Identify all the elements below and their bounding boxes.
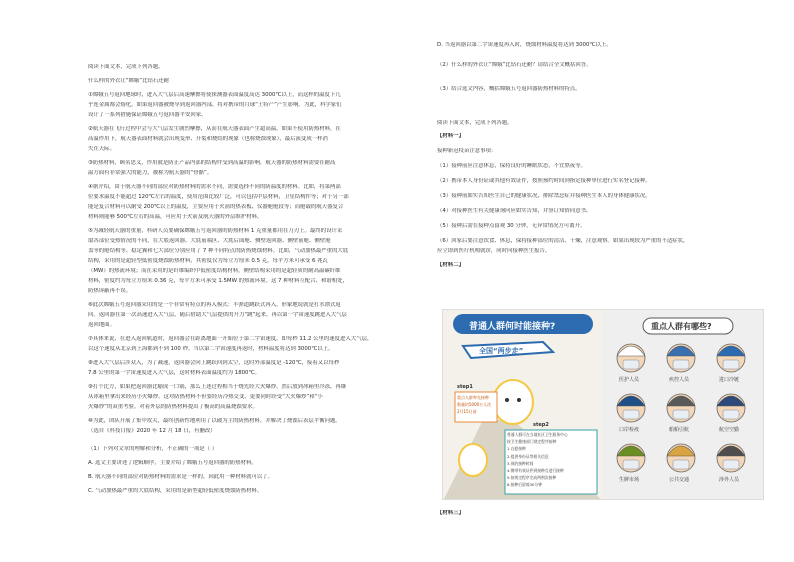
group-label: 船舶引航 xyxy=(669,427,690,433)
step-line: 3.预约接种时间 xyxy=(507,460,534,466)
step1-label: step1 xyxy=(457,384,473,390)
group-mask-icon xyxy=(623,360,639,369)
right-column-line: 阅读下面文本，完成下列各题。 xyxy=(437,120,513,126)
left-column-line: ②航天器在飞行过程中会与大气层发生剧烈摩擦，从而在航天器表面产生超高温，如果不使用防热材料，在 xyxy=(88,126,341,132)
right-column-line: 【材料三】 xyxy=(437,510,464,516)
right-column-line: （2）什么样的外衣让“嫦娥”比钻石还耐？请结合全文概括回答。 xyxy=(437,62,592,68)
left-column-line: 火爆炒”的双重考验。对着外层的防热材料提出了极高的高温烧蚀要求。 xyxy=(88,404,258,410)
group-mask-icon xyxy=(673,360,689,369)
left-column-line: 结构，采用的是超轻型低密度烧蚀防热材料，其密度仅为每立方厘米 0.5 克，每平方米可承受 6 兆瓦 xyxy=(88,258,328,264)
group-mask-icon xyxy=(623,410,639,419)
left-column-line: 位要求温度不能超过 120℃左右的温度，使用范围比较广泛，可以包括中层材料，卫星结构件等；对于另一部 xyxy=(88,194,349,200)
left-column-line: 从冰箱里拿出来经历小火爆炒。这对防热材料不但要经历冷热交变，更要同时经受“大火爆炒”和“小 xyxy=(88,394,323,400)
right-column-line: （2）携带本人身份证或其他有效证件，按照预约时间到指定接种单位进行实名登记接种。 xyxy=(437,178,651,184)
left-column-line: 乎连金属都会熔化，如果返回器被烧导到返回器内部，将对携带的月球“土特产”产生影响。为此，科学家们 xyxy=(88,102,342,108)
left-column-line: ⑦具体来说，在进入返回轨道时，返回器会在距离地面一开始位于第二宇宙速度，即每秒 11.2 公里的速度进入大气层， xyxy=(88,336,373,342)
step2-label: step2 xyxy=(533,422,549,428)
vaccination-infographic xyxy=(442,309,764,500)
left-column xyxy=(88,0,410,562)
left-column-line: ⑨打个比方，如果把返回器比喻成一口锅，那么上述过程相当于烧先经大火爆炒，然后放到冰箱里冷冻，再继 xyxy=(88,384,347,390)
step-line: 普通人群可在当地社区卫生服务中心 xyxy=(507,432,568,437)
step-line: 6.接种后留观30分钟 xyxy=(507,482,543,488)
infographic-left-title: 普通人群何时能接种? xyxy=(469,322,556,332)
left-column-line: 高温作用下，航天器表面材料就会出现变形、开裂和烧结的现象（也称烧蚀现象），最后演变成一样消 xyxy=(88,136,328,142)
left-column-line: ⑥此次嫦娥五号返回器采用的是一个非常有特点的再入模式：半弹道跳跃式再入，形象地说就是打水漂式返 xyxy=(88,302,341,308)
left-column-line: 7.8 公里的第一宇宙速度进入大气层，这时材料表面温度约为 1800℃。 xyxy=(88,370,260,376)
step-line: 2月15日前 xyxy=(457,409,477,414)
right-column-line: （5）接种后需在接种点留观 30 分钟，无异常情况方可离开。 xyxy=(437,223,586,229)
left-column-line: C. 气动加热最严重的大底结构，采用的是新型超轻低密度烧蚀防热材料。 xyxy=(88,488,263,494)
step-line: 重点人群率先接种 xyxy=(457,395,489,400)
left-column-line: ⑩为此，团队开展了集中攻关，最终创新性地利用了以破为主的防热材料，并解决了烧蚀后表层平衡问题。 xyxy=(88,418,341,424)
right-column-line: （3）接种前如实告知医生自己的健康状况，排除禁忌症并接种医生本人的身体健康状况。 xyxy=(437,193,651,199)
right-column-line: （4）对接种医生有关健康询问应如实告知，并签订知情同意书。 xyxy=(437,208,592,214)
left-column-line: 防热屏蔽再不误。 xyxy=(88,288,132,294)
group-mask-icon xyxy=(673,460,689,469)
left-column-line: B. 航天器不同的部位对防热材料的需求是一样的，因此用一种材料就可以了。 xyxy=(88,474,274,480)
group-label: 涉外人员 xyxy=(719,477,740,483)
step-line: 4.携带有效证件到接种点进行接种 xyxy=(507,468,564,473)
left-column-line: （1）下列对文章的理解和分析，不正确的一项是（ ） xyxy=(88,446,218,452)
left-column-line: （MW）的热流环境；而在采用的是纤维编织中低密度结构材料，侧壁结构采用的是超轻质的耐高温碳纤维 xyxy=(88,268,341,274)
step-line: 5.按规定程序完成两剂次接种 xyxy=(507,475,557,481)
group-label: 航空空勤 xyxy=(719,427,740,433)
step-line: 数量约5000万人次 xyxy=(457,402,492,407)
left-column-line: 阅读下面文本，完成下列各题。 xyxy=(88,64,164,70)
left-column-line: 以这个速度从北京到上海都到不到 100 秒。当以第二宇宙速度再返时，材料温度将达到 3000℃以上。 xyxy=(88,346,334,352)
left-text-block xyxy=(88,0,410,562)
right-column-line: （3）结合选文内容，概括嫦娥五号返回器防热材料的特点。 xyxy=(437,86,581,92)
left-column-line: ③防热材料，顾名思义，作用就是防止产品内部的结构件受到高温的影响，航天器的防热材料需要在耐高 xyxy=(88,160,336,166)
left-column-line: 返回地面。 xyxy=(88,322,115,328)
group-label: 医护人员 xyxy=(619,377,640,383)
right-column-line: D. 当返回器以第二宇宙速度再入时，烧蚀材料温度将达到 3000℃以上。 xyxy=(437,42,612,48)
group-label: 疾控人员 xyxy=(669,377,690,383)
left-column-line: ⑧进入大气层后涉众入，为了减速，返回器会向上跳跃回到太空，这时外部温度是 -120℃，接着又以每秒 xyxy=(88,360,340,366)
left-column-line: 回。返回器在第一次高速进入大气层，随后借助大气层提供的升力“跳”起来，再以第一宇宙速度跳进入大气层 xyxy=(88,312,347,318)
right-column-line: 【材料二】 xyxy=(437,262,464,268)
left-column-line: 材料则能够 500℃左右的高温，可应用于火箭及航天器的外层维护材料。 xyxy=(88,214,263,220)
left-column-line: ⑤为减轻航天器的重量，科研人员要确保嫦娥五号返回器的防热材料 1 克重量都用在刀刃上。最终的设计采 xyxy=(88,228,343,234)
infographic-banner: 全国“两步走” xyxy=(479,347,524,355)
left-column-line: 温方面有非常强大的能力，被称为航天器的“骨骼”。 xyxy=(88,170,213,176)
step-line: 按卫生健康部门规定程序接种 xyxy=(507,439,557,445)
left-column-line: 什么样的外衣让“嫦娥”比钻石还耐 xyxy=(88,78,170,84)
group-label: 生鲜市场 xyxy=(619,477,640,483)
step-line: 2.提供身份证等相关信息 xyxy=(507,453,549,459)
group-label: 公共交通 xyxy=(669,477,690,483)
group-mask-icon xyxy=(723,460,739,469)
group-mask-icon xyxy=(723,360,739,369)
right-column-line: 接种新冠疫苗注意事项： xyxy=(437,148,497,154)
left-column-line: ①嫦娥五号返回地球时，进入大气层后高速摩擦将使探测器表面温度高达 3000℃以上，而这样的温度下几 xyxy=(88,92,341,98)
left-column-line: 材料，密度约为每立方厘米 0.36 克，每平方米可承受 1.5MW 的热流环境。这 7 种材料互配合、和谐相处， xyxy=(88,278,348,284)
group-label: 进口冷链 xyxy=(719,377,740,383)
step-line: 1.自愿接种 xyxy=(507,446,526,452)
left-column-line: 能是复合材料可以耐受 200℃以上的温度，主要应用于火箭的热表板、仪器舱舱段等；而舱载的航天器复合 xyxy=(88,204,344,210)
left-column-line: 设计了一系列措施保证嫦娥五号返回器平安回家。 xyxy=(88,112,207,118)
left-column-line: A. 选文主要讲述了逻辑顺序，主要介绍了嫦娥五号返回器的防热材料。 xyxy=(88,460,257,466)
group-mask-icon xyxy=(623,460,639,469)
right-column-line: （1）接种前应注意休息，保持良好的睡眠状态，不宜熬夜等。 xyxy=(437,163,586,169)
left-column-line: （选自《科技日报》2020 年 12 月 18 日，有删改） xyxy=(88,428,216,434)
right-column-line: 应立即到医疗机构就诊，同时向接种医生报告。 xyxy=(437,248,551,254)
right-column-line: 【材料一】 xyxy=(437,133,464,139)
group-label: 口岸检疫 xyxy=(619,427,640,433)
group-mask-icon xyxy=(673,410,689,419)
left-column-line: 取各部位受热情况的不同，在大底返回器、大底前端区、大底后面舱、侧壁返回器、侧壁前舱、侧壁舱 xyxy=(88,238,331,244)
right-column-line: （6）回家后要注意饮食、休息，保持接种部位的清洁、干燥，注意观察。如果出现较为严重的不适症状， xyxy=(437,238,689,244)
left-column-line: 盖等的舱结构等、稳定翼和七大部位分别应用了 7 种不同特点的防热烧蚀材料。比如，气动加热最严重的大底 xyxy=(88,248,349,254)
left-column-line: 失在天际。 xyxy=(88,146,115,152)
infographic-right-title: 重点人群有哪些? xyxy=(651,322,712,331)
left-column-line: ④据介绍，由于航天器不同的部位对防热材料的需求不同，需要选择不同的防温度的材料。比如，将第两部 xyxy=(88,184,341,190)
group-mask-icon xyxy=(723,410,739,419)
